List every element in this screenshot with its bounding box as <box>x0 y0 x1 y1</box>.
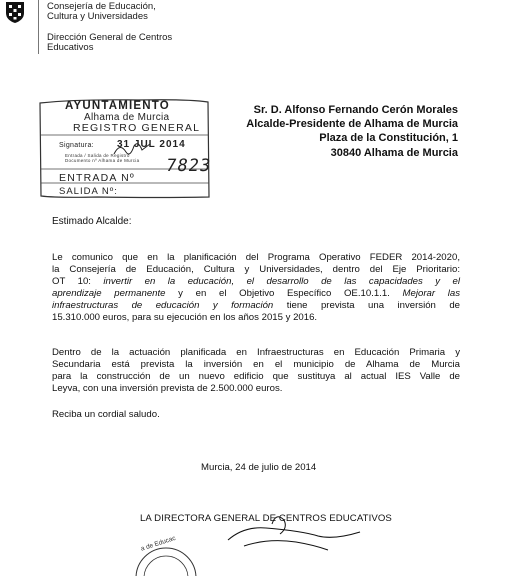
stamp-small-print: Entrada / Salida de Registro Documento nº Alhama de Murcia <box>65 153 140 163</box>
stamp-signatura-label: Signatura: <box>59 142 94 149</box>
investment-text: tiene prevista una inversión de <box>273 300 461 311</box>
paragraph-school-project <box>52 347 460 395</box>
stamp-initials-scribble <box>112 138 152 160</box>
recipient-city: 30840 Alhama de Murcia <box>330 147 458 159</box>
stamp-ayuntamiento: AYUNTAMIENTO <box>65 100 170 112</box>
stamp-date: 31 JUL 2014 <box>117 139 186 150</box>
seal-text: a de Educac <box>140 534 177 553</box>
paragraph-line <box>52 288 460 300</box>
stamp-salida-label: SALIDA Nº: <box>59 186 118 197</box>
paragraph-funding <box>52 252 460 324</box>
signatory-title: LA DIRECTORA GENERAL DE CENTROS EDUCATIVOS <box>140 513 392 524</box>
paragraph-line: Secundaria está prevista la inversión en el municipio de Alhama de Murcia <box>52 359 460 370</box>
handwritten-signature <box>210 500 400 562</box>
priority-axis-code: OT 10: <box>52 276 104 287</box>
salutation: Estimado Alcalde: <box>52 216 132 227</box>
stamp-registro-general: REGISTRO GENERAL <box>73 122 201 134</box>
recipient-address: Plaza de la Constitución, 1 <box>319 132 458 144</box>
regional-crest-icon <box>4 0 26 24</box>
priority-axis-title: invertir en la educación, el desarrollo de las capacidades y el <box>103 276 460 287</box>
recipient-role: Alcalde-Presidente de Alhama de Murcia <box>246 118 458 130</box>
paragraph-line: la Consejería de Educación, Cultura y Universidades, dentro del Eje Prioritario: <box>52 264 460 275</box>
paragraph-line <box>52 276 460 288</box>
header-department-line1: Consejería de Educación, <box>47 1 156 12</box>
header-divider <box>38 0 39 54</box>
paragraph-line: para la construcción de un nuevo edificio que sustituya al actual IES Valle de <box>52 371 460 382</box>
header-directorate-line2: Educativos <box>47 42 94 53</box>
lifelong-learning-text: aprendizaje permanente <box>52 288 166 299</box>
objective-title-end: infraestructuras de educación y formación <box>52 300 274 311</box>
paragraph-line: Dentro de la actuación planificada en Infraestructuras en Educación Primaria y <box>52 347 460 358</box>
header-directorate-line1: Dirección General de Centros <box>47 32 173 43</box>
objective-code-text: y en el Objetivo Específico OE.10.1.1. <box>165 288 403 299</box>
paragraph-line: 15.310.000 euros, para su ejecución en los años 2015 y 2016. <box>52 312 318 323</box>
paragraph-line: Leyva, con una inversión prevista de 2.500.000 euros. <box>52 383 283 394</box>
paragraph-line: Le comunico que en la planificación del Programa Operativo FEDER 2014-2020, <box>52 252 460 263</box>
letter-date: Murcia, 24 de julio de 2014 <box>201 462 317 473</box>
objective-title-start: Mejorar las <box>402 288 460 299</box>
paragraph-line <box>52 300 460 312</box>
stamp-entrada-number: 7823 <box>164 156 213 176</box>
stamp-municipality: Alhama de Murcia <box>84 112 170 123</box>
header-department-line2: Cultura y Universidades <box>47 11 148 22</box>
stamp-entrada-label: ENTRADA Nº <box>59 172 135 184</box>
closing-greeting: Reciba un cordial saludo. <box>52 409 160 420</box>
recipient-name: Sr. D. Alfonso Fernando Cerón Morales <box>253 104 458 116</box>
